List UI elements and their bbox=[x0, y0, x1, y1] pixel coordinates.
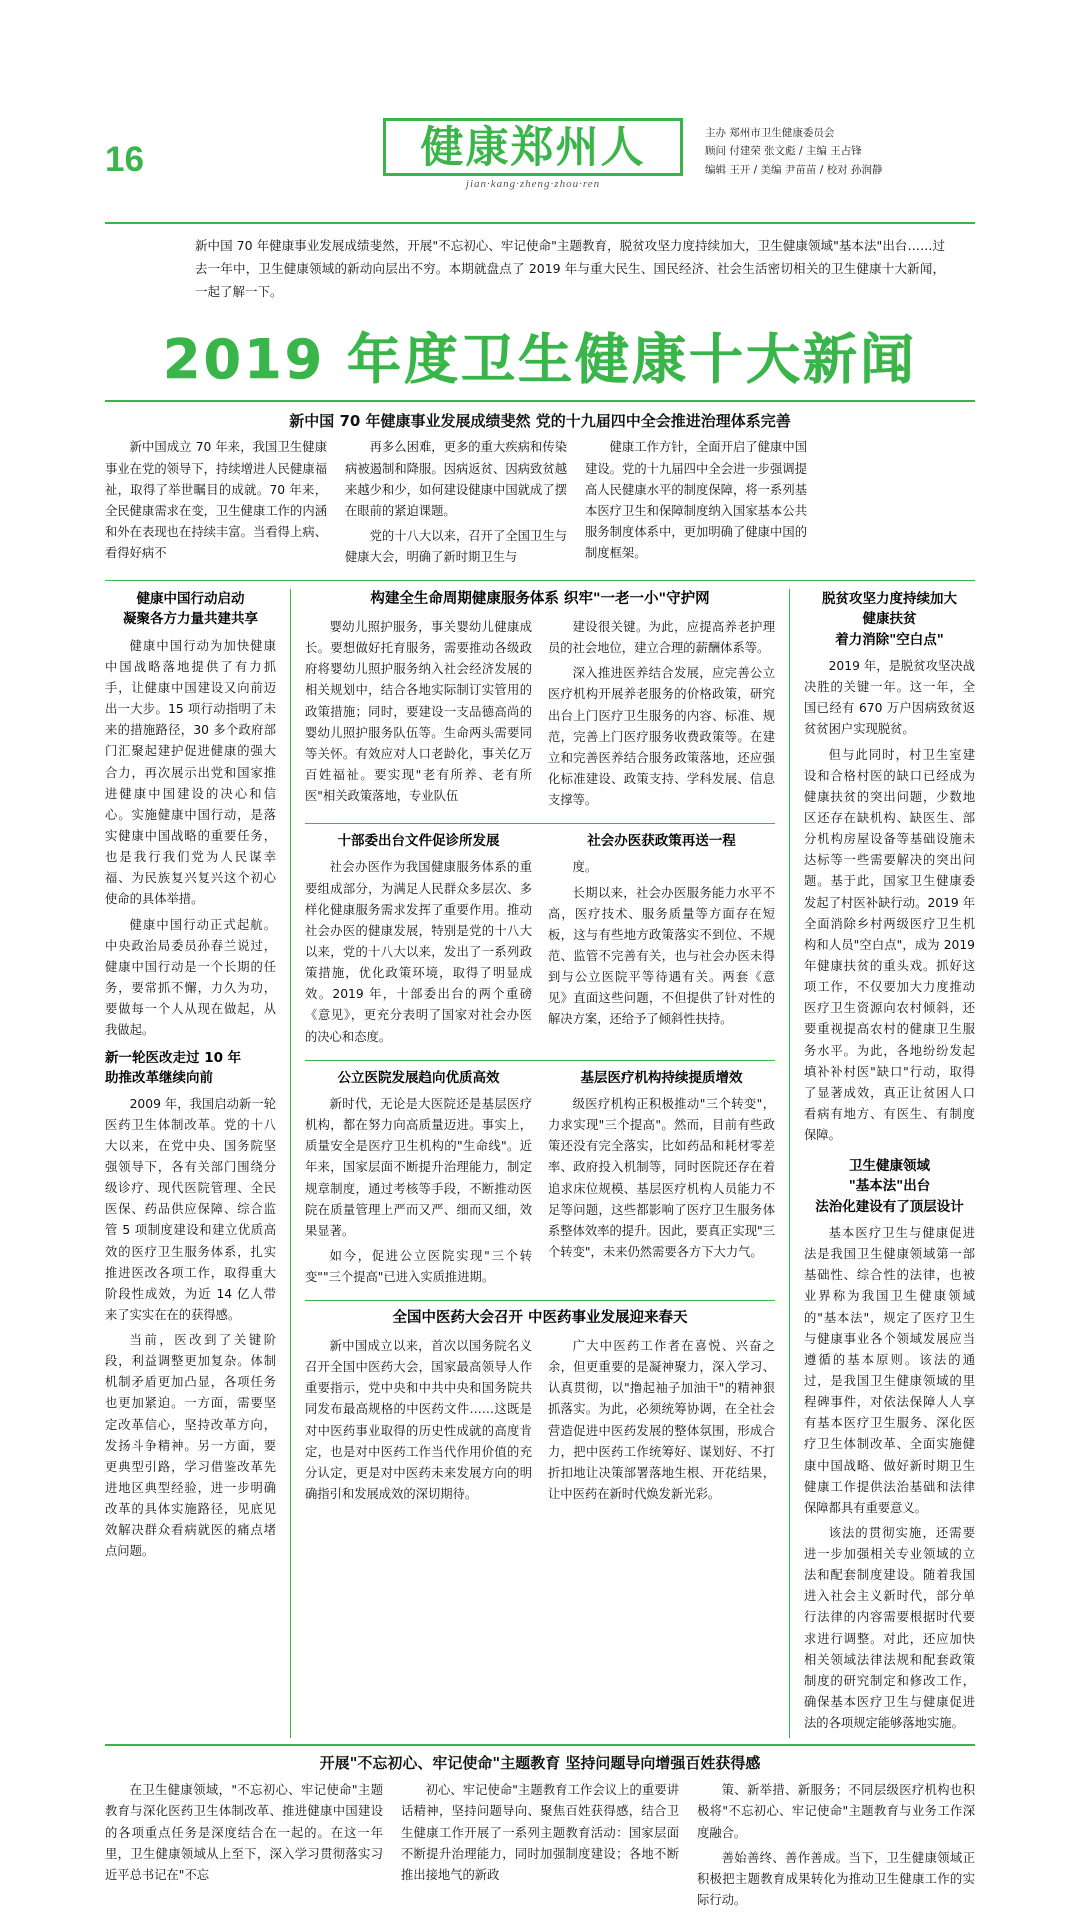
main-headline: 2019 年度卫生健康十大新闻 bbox=[162, 328, 918, 392]
headline-divider bbox=[105, 400, 975, 402]
paragraph: 健康工作方针，全面开启了健康中国建设。党的十九届四中全会进一步强调提高人民健康水平的制度保障，将一系列基本医疗卫生和保障制度纳入国家基本公共服务制度体系中，更加明确了健康中国的制度框架。 bbox=[585, 440, 807, 561]
paragraph: 健康中国行动正式起航。中央政治局委员孙春兰说过，健康中国行动是一个长期的任务，要常抓不懈，力久为功，要做每一个人从现在做起，从我做起。 bbox=[105, 917, 276, 1038]
left-heading-1-line-1: 健康中国行动启动 bbox=[136, 591, 245, 608]
right-heading-1-line-2: 健康扶贫 bbox=[862, 611, 917, 628]
paragraph: 当前，医改到了关键阶段，利益调整更加复杂。体制机制矛盾更加凸显，各项任务也更加紧迫。一方面，需要坚定改革信心，坚持改革方向，发扬斗争精神。另一方面，要更典型引路，学习借鉴改革先进地区典型经验，进一步明确改革的具体实施路径，见底见效解决群众看病就医的痛点堵点问题。 bbox=[105, 1333, 276, 1559]
mid-divider-1 bbox=[305, 823, 775, 824]
page-number: 16 bbox=[105, 140, 144, 179]
paragraph: 策、新举措、新服务；不同层级医疗机构也积极将"不忘初心、牢记使命"主题教育与业务工作深度融合。 bbox=[697, 1783, 975, 1840]
mid-2-col-1 bbox=[305, 831, 532, 1052]
middle-column bbox=[290, 589, 790, 1738]
lede-paragraph: 新中国 70 年健康事业发展成绩斐然，开展"不忘初心、牢记使命"主题教育，脱贫攻坚力度持续加大，卫生健康领域"基本法"出台……过去一年中，卫生健康领域的新动向层出不穷。本期就盘点了 2019 年与重大民生、国民经济、社会生活密切相关的卫生健康十大新闻，一起了解一下。 bbox=[195, 238, 945, 300]
paragraph: 初心、牢记使命"主题教育工作会议上的重要讲话精神，坚持问题导向、聚焦百姓获得感，结合卫生健康工作开展了一系列主题教育活动：国家层面不断提升治理能力，同时加强制度建设；各地不断推出接地气的新政 bbox=[401, 1783, 679, 1882]
bottom-divider bbox=[105, 1744, 975, 1746]
mid-1-col-1 bbox=[305, 617, 532, 815]
mid-heading-1: 构建全生命周期健康服务体系 织牢"一老一小"守护网 bbox=[370, 591, 710, 608]
paragraph: 2019 年，是脱贫攻坚决战决胜的关键一年。这一年，全国已经有 670 万户因病致贫返贫贫困户实现脱贫。 bbox=[804, 658, 975, 737]
paragraph: 2009 年，我国启动新一轮医药卫生体制改革。党的十八大以来，在党中央、国务院坚强领导下，各有关部门围绕分级诊疗、现代医院管理、全民医保、药品供应保障、综合监管 5 项制度建设和建立优质高效的医疗卫生服务体系，扎实推进医改各项工作，取得重大阶段性成效，为近 14 亿人带来了实实在在的获得感。 bbox=[105, 1096, 276, 1322]
left-heading-2 bbox=[105, 1049, 276, 1088]
paragraph: 如今，促进公立医院实现"三个转变""三个提高"已进入实质推进期。 bbox=[305, 1248, 532, 1285]
section-one-col-1 bbox=[105, 437, 327, 572]
right-heading-2-line-2: "基本法"出台 bbox=[848, 1178, 931, 1195]
paragraph: 善始善终、善作善成。当下，卫生健康领域正积极把主题教育成果转化为推动卫生健康工作的实际行动。 bbox=[697, 1850, 975, 1908]
mid-heading-3: 社会办医获政策再送一程 bbox=[587, 833, 736, 850]
right-heading-1-line-3: 着力消除"空白点" bbox=[835, 631, 944, 648]
section-one-divider bbox=[105, 580, 975, 581]
left-heading-1 bbox=[105, 589, 276, 630]
bottom-col-3 bbox=[697, 1780, 975, 1915]
section-one-col-2 bbox=[345, 437, 567, 572]
paragraph: 社会办医作为我国健康服务体系的重要组成部分，为满足人民群众多层次、多样化健康服务需求发挥了重要作用。推动社会办医的健康发展，特别是党的十八大以来，党的十八大以来，发出了一系列政策措施，优化政策环境，取得了明显成效。2019 年，十部委出台的两个重磅《意见》，更充分表明了国家对社会办医的决心和态度。 bbox=[305, 860, 532, 1044]
masthead-divider bbox=[105, 222, 975, 224]
paragraph: 度。 bbox=[572, 860, 598, 875]
left-heading-2-line-1: 新一轮医改走过 10 年 bbox=[105, 1050, 242, 1067]
bottom-col-2 bbox=[401, 1780, 679, 1915]
paragraph: 健康中国行动为加快健康中国战略落地提供了有力抓手，让健康中国建设又向前迈出一大步。15 项行动指明了未来的措施路径，30 多个政府部门汇聚起建护促进健康的强大合力，再次展示出党和国家推进健康中国建设的决心和信心。实施健康中国行动，是落实健康中国战略的重要任务，也是我行我们党为人民谋幸福、为民族复兴复兴这个初心使命的具体举措。 bbox=[105, 638, 276, 907]
right-heading-2-line-1: 卫生健康领域 bbox=[849, 1158, 930, 1175]
mid-heading-2: 十部委出台文件促诊所发展 bbox=[337, 833, 500, 850]
bottom-headline: 开展"不忘初心、牢记使命"主题教育 坚持问题导向增强百姓获得感 bbox=[319, 1754, 761, 1773]
left-heading-2-line-2: 助推改革继续向前 bbox=[105, 1069, 213, 1086]
right-heading-2-line-3: 法治化建设有了顶层设计 bbox=[815, 1198, 964, 1215]
main-body bbox=[105, 589, 975, 1738]
mid-divider-2 bbox=[305, 1060, 775, 1061]
paragraph: 基本医疗卫生与健康促进法是我国卫生健康领域第一部基础性、综合性的法律，也被业界称为我国卫生健康领域的"基本法"，规定了医疗卫生与健康事业各个领域发展应当遵循的基本原则。该法的通过，是我国卫生健康领域的里程碑事件，对依法保障人人享有基本医疗卫生服务、深化医疗卫生体制改革、全面实施健康中国战略、做好新时期卫生健康工作提供法治基础和法律保障都具有重要意义。 bbox=[804, 1225, 975, 1515]
imprint-block bbox=[705, 124, 975, 179]
publication-pinyin: jian·kang·zheng·zhou·ren bbox=[465, 178, 601, 190]
bottom-col-1 bbox=[105, 1780, 383, 1915]
mid-2-col-2 bbox=[548, 831, 775, 1052]
imprint-line-1: 主办 郑州市卫生健康委员会 bbox=[705, 127, 835, 139]
mid-4-col-1 bbox=[305, 1336, 532, 1509]
right-heading-2 bbox=[804, 1156, 975, 1217]
publication-title: 健康郑州人 bbox=[420, 123, 646, 173]
publication-logo bbox=[383, 118, 683, 176]
mid-heading-6: 全国中医药大会召开 中医药事业发展迎来春天 bbox=[392, 1310, 688, 1327]
paragraph: 新中国成立以来，首次以国务院名义召开全国中医药大会，国家最高领导人作重要指示，党中央和中共中央和国务院共同发布最高规格的中医药文件……这既是对中医药事业取得的历史性成就的高度肯定，也是对中医药工作当代作用价值的充分认定，更是对中医药未来发展方向的明确指引和发展成效的深切期待。 bbox=[305, 1339, 532, 1501]
right-heading-1 bbox=[804, 589, 975, 650]
section-one-headline: 新中国 70 年健康事业发展成绩斐然 党的十九届四中全会推进治理体系完善 bbox=[289, 412, 791, 431]
mid-4-col-2 bbox=[548, 1336, 775, 1509]
paragraph: 新时代，无论是大医院还是基层医疗机构，都在努力向高质量迈进。事实上，质量安全是医疗卫生机构的"生命线"。近年来，国家层面不断提升治理能力，制定规章制度，通过考核等手段，不断推动医院在质量管理上严而又严、细而又细，效果显著。 bbox=[305, 1097, 532, 1238]
left-heading-1-line-2: 凝聚各方力量共建共享 bbox=[123, 611, 258, 628]
mid-1-col-2 bbox=[548, 617, 775, 815]
paragraph: 该法的贯彻实施，还需要进一步加强相关专业领域的立法和配套制度建设。随着我国进入社会主义新时代，部分单行法律的内容需要根据时代要求进行调整。对此，还应加快相关领域法律法规和配套政策制度的研究制定和修改工作，确保基本医疗卫生与健康促进法的各项规定能够落地实施。 bbox=[804, 1525, 975, 1731]
mid-heading-5: 基层医疗机构持续提质增效 bbox=[580, 1069, 743, 1086]
right-column bbox=[790, 589, 975, 1738]
mid-heading-4: 公立医院发展趋向优质高效 bbox=[337, 1069, 500, 1086]
mid-divider-3 bbox=[305, 1300, 775, 1301]
paragraph: 建设很关键。为此，应提高养老护理员的社会地位，建立合理的薪酬体系等。 bbox=[548, 619, 775, 656]
paragraph: 再多么困难，更多的重大疾病和传染病被遏制和降服。因病返贫、因病致贫越来越少和少，如何建设健康中国就成了摆在眼前的紧迫课题。 bbox=[345, 440, 567, 518]
masthead bbox=[105, 112, 975, 222]
paragraph: 但与此同时，村卫生室建设和合格村医的缺口已经成为健康扶贫的突出问题，少数地区还存在缺机构、缺医生、部分机构房屋设备等基础设施未达标等一些需要解决的突出问题。基于此，国家卫生健康委发起了村医补缺行动。2019 年全面消除乡村两级医疗卫生机构和人员"空白点"，成为 2019 年健康扶贫的重头戏。抓好这项工作，不仅要加大力度推动医疗卫生资源向农村倾斜，还要重视提高农村的健康卫生服务水平。为此，各地纷纷发起填补补村医"缺口"行动，取得了显著成效，真正让贫困人口看病有地方、有医生、有制度保障。 bbox=[804, 747, 975, 1143]
mid-3-col-1 bbox=[305, 1068, 532, 1293]
section-one-col-3 bbox=[585, 437, 807, 572]
right-heading-1-line-1: 脱贫攻坚力度持续加大 bbox=[822, 591, 957, 608]
bottom-section bbox=[105, 1752, 975, 1915]
paragraph: 长期以来，社会办医服务能力水平不高，医疗技术、服务质量等方面存在短板，这与有些地方政策落实不到位、不规范、监管不完善有关，也与社会办医未得到与公立医院平等待遇有关。两套《意见》直面这些问题，不但提供了针对性的解决方案，还给予了倾斜性扶持。 bbox=[548, 885, 775, 1027]
left-column bbox=[105, 589, 290, 1738]
imprint-line-2: 顾问 付建荣 张文彪 / 主编 王占锋 bbox=[705, 145, 862, 158]
imprint-line-3: 编辑 王开 / 美编 尹苗苗 / 校对 孙润静 bbox=[705, 163, 883, 176]
paragraph: 新中国成立 70 年来，我国卫生健康事业在党的领导下，持续增进人民健康福祉，取得了举世瞩目的成就。70 年来，全民健康需求在变，卫生健康工作的内涵和外在表现也在持续丰富。当看得上病、看得好病不 bbox=[105, 440, 327, 561]
mid-3-col-2 bbox=[548, 1068, 775, 1293]
paragraph: 级医疗机构正积极推动"三个转变"，力求实现"三个提高"。然而，目前有些政策还没有完全落实，比如药品和耗材零差率、政府投入机制等，同时医院还存在着追求床位规模、基层医疗机构人员能力不足等问题，这些都影响了医疗卫生服务体系整体效率的提升。因此，要真正实现"三个转变"，未来仍然需要各方下大力气。 bbox=[548, 1097, 776, 1259]
newspaper-page bbox=[0, 112, 1080, 1908]
paragraph: 在卫生健康领域，"不忘初心、牢记使命"主题教育与深化医药卫生体制改革、推进健康中国建设的各项重点任务是深度结合在一起的。在这一年里，卫生健康领域从上至下，深入学习贯彻落实习近平总书记在"不忘 bbox=[105, 1783, 383, 1882]
paragraph: 党的十八大以来，召开了全国卫生与健康大会，明确了新时期卫生与 bbox=[345, 528, 567, 565]
paragraph: 婴幼儿照护服务，事关婴幼儿健康成长。要想做好托育服务，需要推动各级政府将婴幼儿照护服务纳入社会经济发展的相关规划中，结合各地实际制订实管用的政策措施；同时，要建设一支品德高尚的婴幼儿照护服务队伍等。生命两头需要同等关怀。有效应对人口老龄化，事关亿万百姓福祉。要实现"老有所养、老有所医"相关政策落地，专业队伍 bbox=[305, 619, 532, 804]
paragraph: 深入推进医养结合发展，应完善公立医疗机构开展养老服务的价格政策，研究出台上门医疗卫生服务的内容、标准、规范，完善上门医疗服务收费政策等。在建立和完善医养结合服务政策落地，还应强化标准建设、政策支持、学科发展、信息支撑等。 bbox=[548, 666, 775, 808]
section-one bbox=[105, 410, 975, 572]
paragraph: 广大中医药工作者在喜悦、兴奋之余，但更重要的是凝神聚力，深入学习、认真贯彻，以"撸起袖子加油干"的精神狠抓落实。为此，必须统筹协调，在全社会营造促进中医药发展的整体氛围，形成合力，把中医药工作统筹好、谋划好、不打折扣地让决策部署落地生根、开花结果，让中医药在新时代焕发新光彩。 bbox=[548, 1339, 775, 1501]
